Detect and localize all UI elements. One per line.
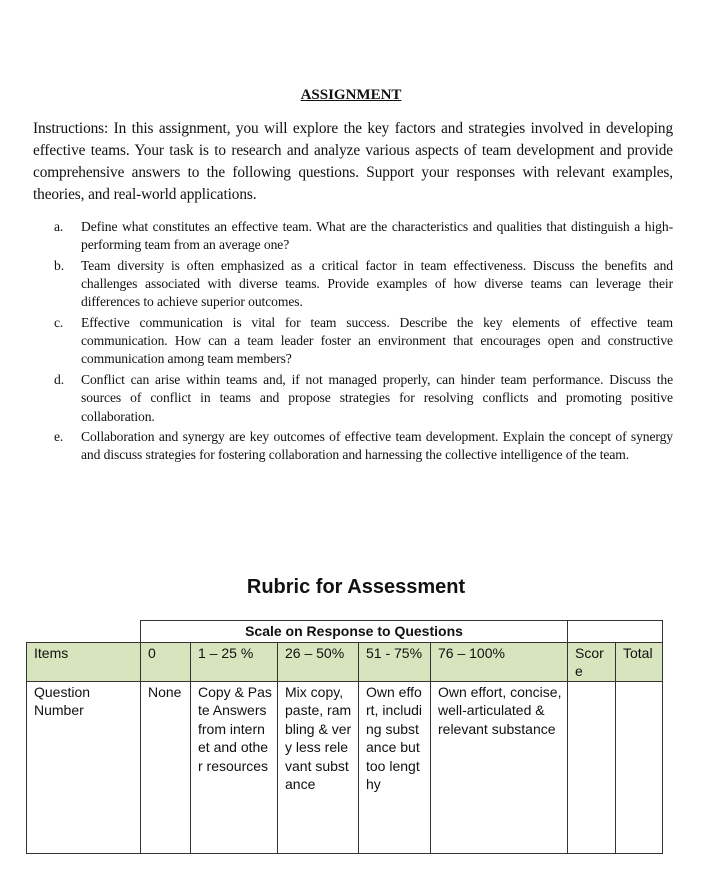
- question-label: b.: [54, 257, 64, 273]
- cell-0: None: [141, 681, 191, 853]
- blank-cell: [27, 621, 141, 643]
- col-51-75: 51 - 75%: [359, 642, 431, 681]
- col-76-100: 76 – 100%: [431, 642, 568, 681]
- cell-1-25: Copy & Paste Answers from internet and other resources: [191, 681, 278, 853]
- rubric-title: Rubric for Assessment: [246, 576, 466, 598]
- col-1-25: 1 – 25 %: [191, 642, 278, 681]
- col-0: 0: [141, 642, 191, 681]
- cell-score: [568, 681, 616, 853]
- question-list: [54, 218, 673, 467]
- col-total: Total: [616, 642, 663, 681]
- cell-76-100: Own effort, concise, well-articulated & relevant substance: [431, 681, 568, 853]
- question-item: [54, 428, 673, 465]
- question-item: [54, 218, 673, 255]
- scale-header-row: [27, 621, 663, 643]
- question-item: [54, 371, 673, 426]
- question-text: Team diversity is often emphasized as a critical factor in team effectiveness. Discuss the benefits and challenges associated with diverse teams. Provide examples of how diverse teams can leverage their differences to achieve superior outcomes.: [81, 257, 673, 310]
- question-item: [54, 257, 673, 312]
- scale-header: Scale on Response to Questions: [141, 621, 568, 643]
- cell-26-50: Mix copy, paste, rambling & very less relevant substance: [278, 681, 359, 853]
- col-items: Items: [27, 642, 141, 681]
- cell-total: [616, 681, 663, 853]
- question-label: a.: [54, 219, 64, 234]
- rubric-table: [26, 620, 663, 854]
- question-text: Effective communication is vital for team success. Describe the key elements of effective team communication. How can a team leader foster an environment that encourages open and constructive communication among team members?: [81, 314, 673, 367]
- column-header-row: [27, 642, 663, 681]
- question-item: [54, 314, 673, 369]
- col-score: Score: [568, 642, 616, 681]
- question-text: Collaboration and synergy are key outcomes of effective team development. Explain the concept of synergy and discuss strategies for fostering collaboration and harnessing the collective intelligence of the team.: [81, 429, 673, 463]
- instructions-paragraph: Instructions: In this assignment, you will explore the key factors and strategies involved in developing effective teams. Your task is to research and analyze various aspects of team development and provide comprehensive answers to the following questions. Support your responses with relevant examples, theories, and real-world applications.: [33, 120, 673, 203]
- question-label: c.: [54, 314, 64, 330]
- question-text: Define what constitutes an effective team. What are the characteristics and qualities that distinguish a high-performing team from an average one?: [81, 219, 673, 253]
- assignment-title: ASSIGNMENT: [300, 87, 402, 103]
- col-26-50: 26 – 50%: [278, 642, 359, 681]
- table-row: [27, 681, 663, 853]
- question-text: Conflict can arise within teams and, if not managed properly, can hinder team performance. Discuss the sources of conflict in teams and propose strategies for resolving conflicts and promoting positive collaboration.: [81, 371, 673, 424]
- cell-item: Question Number: [27, 681, 141, 853]
- question-label: d.: [54, 371, 64, 387]
- cell-51-75: Own effort, including substance but too lengthy: [359, 681, 431, 853]
- blank-cell: [568, 621, 663, 643]
- question-label: e.: [54, 429, 64, 445]
